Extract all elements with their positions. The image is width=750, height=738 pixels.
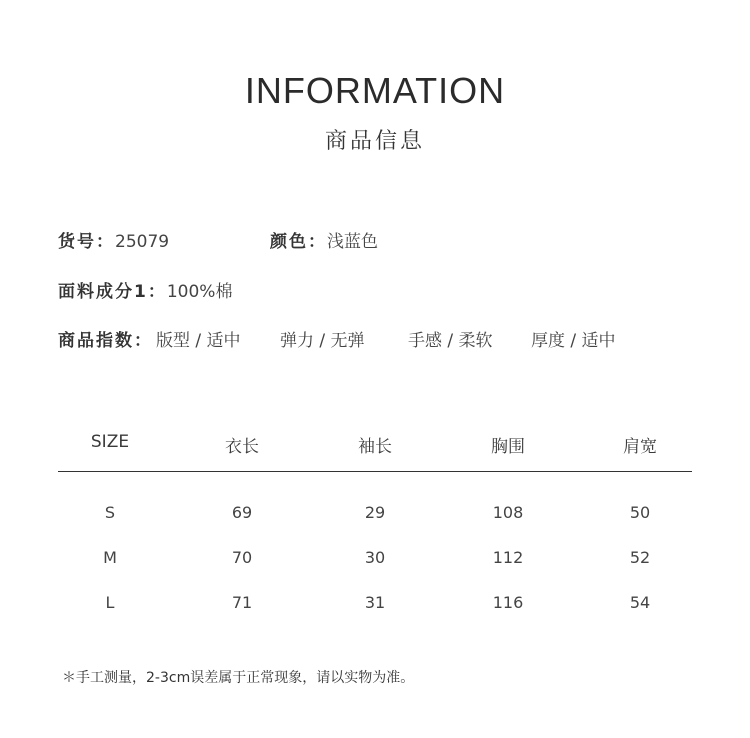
title-en: INFORMATION — [244, 70, 506, 111]
header-shoulder: 肩宽 — [623, 437, 657, 457]
info-row-index — [58, 326, 616, 351]
cell-size: S — [104, 503, 116, 522]
cell-chest: 108 — [492, 503, 524, 522]
table-row — [58, 503, 692, 548]
size-table-header — [58, 432, 692, 456]
header-length: 衣长 — [225, 437, 259, 457]
cell-chest: 112 — [492, 548, 524, 567]
index-item-thickness: 厚度 / 适中 — [531, 331, 616, 351]
info-row-item-color — [58, 227, 378, 252]
measurement-note: ＊手工测量，2-3cm误差属于正常现象，请以实物为准。 — [62, 670, 415, 686]
header-sleeve: 袖长 — [358, 437, 392, 457]
table-header-row — [58, 432, 692, 456]
header-chest: 胸围 — [491, 437, 525, 457]
cell-length: 69 — [231, 503, 253, 522]
cell-size: L — [105, 593, 115, 612]
fabric-value: 100%棉 — [166, 282, 233, 302]
cell-shoulder: 52 — [629, 548, 651, 567]
index-item-fit: 版型 / 适中 — [156, 331, 241, 351]
header-size: SIZE — [90, 432, 130, 452]
info-row-fabric — [58, 277, 232, 302]
cell-shoulder: 54 — [629, 593, 651, 612]
index-item-feel: 手感 / 柔软 — [408, 331, 493, 351]
color-label: 颜色： — [270, 232, 327, 252]
item-no-label: 货号： — [58, 232, 115, 252]
table-row — [58, 548, 692, 593]
fabric-label: 面料成分1： — [58, 282, 167, 302]
size-table-body — [58, 503, 692, 638]
cell-sleeve: 29 — [364, 503, 386, 522]
color-value: 浅蓝色 — [327, 232, 378, 252]
item-no-value: 25079 — [115, 232, 170, 252]
cell-sleeve: 31 — [364, 593, 386, 612]
cell-length: 71 — [231, 593, 253, 612]
color-pair — [270, 227, 378, 252]
cell-shoulder: 50 — [629, 503, 651, 522]
table-row — [58, 593, 692, 638]
title-cn: 商品信息 — [324, 129, 425, 154]
index-item-stretch: 弹力 / 无弹 — [280, 331, 365, 351]
table-divider — [58, 471, 692, 472]
index-label: 商品指数： — [58, 331, 153, 351]
cell-size: M — [103, 548, 117, 567]
cell-length: 70 — [231, 548, 253, 567]
cell-chest: 116 — [492, 593, 524, 612]
cell-sleeve: 30 — [364, 548, 386, 567]
